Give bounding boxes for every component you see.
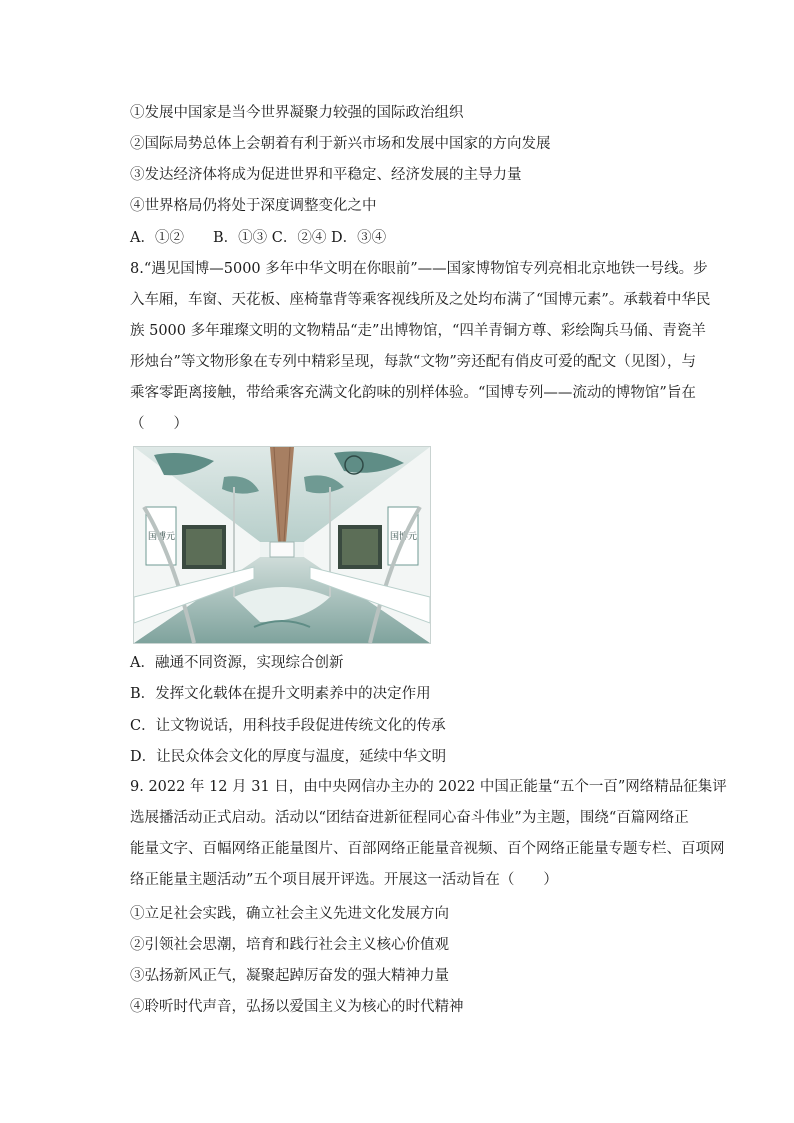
q9-option-1: ①立足社会实践，确立社会主义先进文化发展方向 [130, 906, 449, 922]
q8-stem-line: 族 5000 多年璀璨文明的文物精品“走”出博物馆，“四羊青铜方尊、彩绘陶兵马俑、青瓷羊 [130, 323, 706, 339]
left-sign-text: 国博元 [148, 532, 176, 542]
q9-stem [130, 772, 727, 896]
q8-option-a: A．融通不同资源，实现综合创新 [130, 655, 344, 671]
q7-answer-choices: A．①② B．①③ C．②④ D．③④ [130, 230, 387, 246]
q9-stem-line: 9. 2022 年 12 月 31 日，由中央网信办主办的 2022 中国正能量“五个一百”网络精品征集评 [130, 779, 727, 795]
q7-option-4: ④世界格局仍将处于深度调整变化之中 [130, 198, 377, 214]
q7-option-3: ③发达经济体将成为促进世界和平稳定、经济发展的主导力量 [130, 167, 522, 183]
q9-stem-line: 络正能量主题活动”五个项目展开评选。开展这一活动旨在（ ） [130, 872, 558, 888]
q8-stem-line: 8.“遇见国博—5000 多年中华文明在你眼前”——国家博物馆专列亮相北京地铁一号线。步 [130, 261, 708, 277]
q8-option-c: C．让文物说话，用科技手段促进传统文化的传承 [130, 718, 446, 734]
q8-option-b: B．发挥文化载体在提升文明素养中的决定作用 [130, 686, 431, 702]
q9-stem-line: 选展播活动正式启动。活动以“团结奋进新征程同心奋斗伟业”为主题，围绕“百篇网络正 [130, 810, 689, 826]
q7-option-2: ②国际局势总体上会朝着有利于新兴市场和发展中国家的方向发展 [130, 136, 551, 152]
subway-carriage-photo [133, 446, 431, 644]
q9-option-2: ②引领社会思潮，培育和践行社会主义核心价值观 [130, 937, 449, 953]
q9-option-3: ③弘扬新风正气，凝聚起踔厉奋发的强大精神力量 [130, 968, 449, 984]
q8-stem-line: 入车厢，车窗、天花板、座椅靠背等乘客视线所及之处均布满了“国博元素”。承载着中华民 [130, 292, 711, 308]
q9-option-4: ④聆听时代声音，弘扬以爱国主义为核心的时代精神 [130, 999, 464, 1015]
q8-stem-line: 乘客零距离接触，带给乘客充满文化韵味的别样体验。“国博专列——流动的博物馆”旨在 [130, 385, 696, 401]
q7-option-1: ①发展中国家是当今世界凝聚力较强的国际政治组织 [130, 105, 464, 121]
subway-carriage-illustration [134, 447, 430, 643]
right-sign-text: 国博元 [390, 532, 418, 542]
q8-stem [130, 254, 711, 440]
q8-option-d: D．让民众体会文化的厚度与温度，延续中华文明 [130, 749, 447, 765]
q8-stem-line: 形烛台”等文物形象在专列中精彩呈现，每款“文物”旁还配有俏皮可爱的配文（见图），与 [130, 354, 696, 370]
q8-stem-line: （ ） [130, 416, 188, 432]
q9-stem-line: 能量文字、百幅网络正能量图片、百部网络正能量音视频、百个网络正能量专题专栏、百项网 [130, 841, 725, 857]
